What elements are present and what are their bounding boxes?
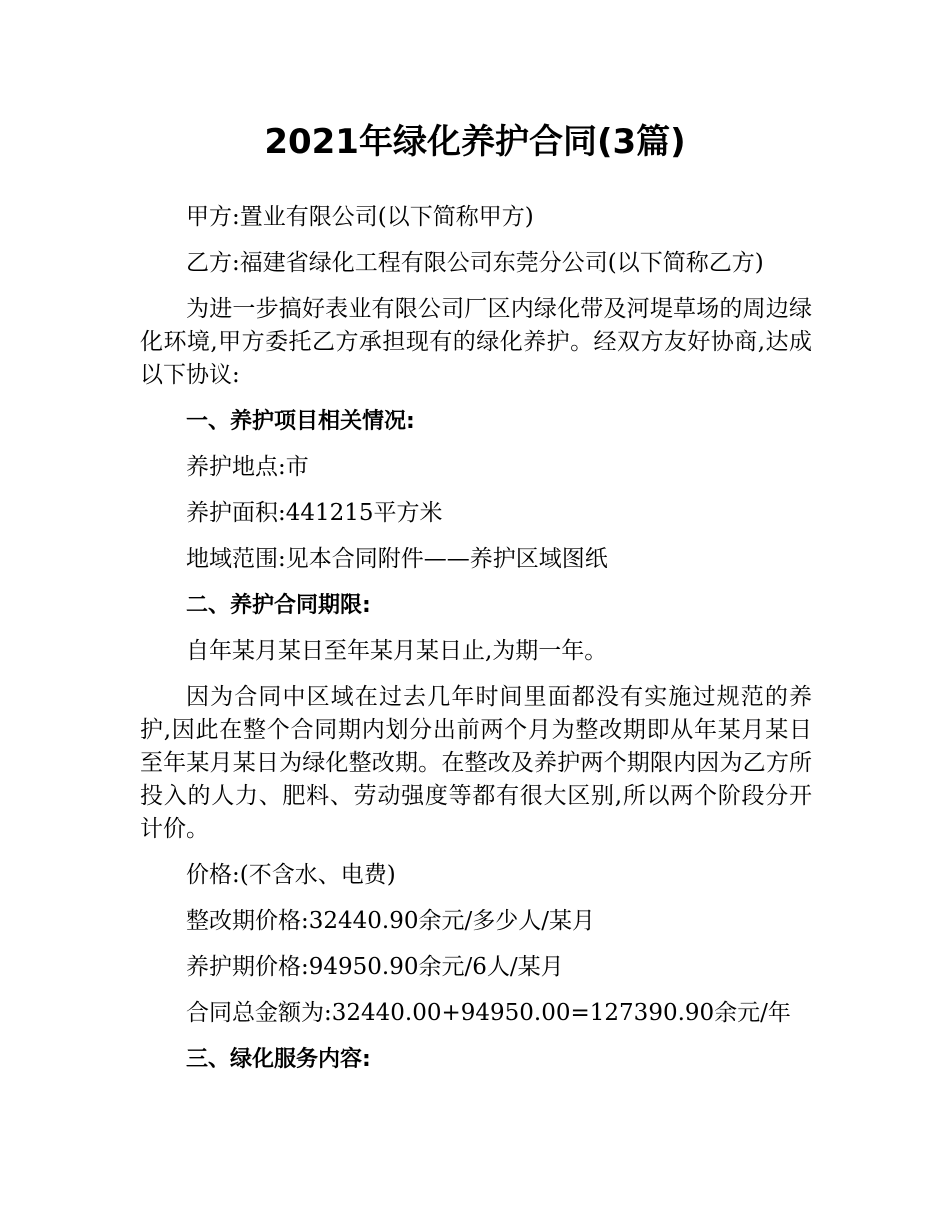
period-paragraph: 自年某月某日至年某月某日止,为期一年。 [186,638,608,664]
document-body [140,201,812,1089]
location-paragraph: 养护地点:市 [186,454,309,480]
price-note-paragraph: 价格:(不含水、电费) [186,862,396,888]
section-3-heading: 三、绿化服务内容: [186,1047,371,1072]
period-detail-paragraph: 因为合同中区域在过去几年时间里面都没有实施过规范的养护,因此在整个合同期内划分出前两个月为整改期即从年某月某日至年某月某日为绿化整改期。在整改及养护两个期限内因为乙方所投入的人力、肥料、劳动强度等都有很大区别,所以两个阶段分开计价。 [140,684,812,842]
document-title: 2021年绿化养护合同(3篇) [264,122,686,162]
section-2-heading: 二、养护合同期限: [186,593,371,618]
rectification-price-paragraph: 整改期价格:32440.90余元/多少人/某月 [186,908,595,934]
maintenance-price-paragraph: 养护期价格:94950.90余元/6人/某月 [186,954,564,980]
intro-paragraph: 为进一步搞好表业有限公司厂区内绿化带及河堤草场的周边绿化环境,甲方委托乙方承担现有的绿化养护。经双方友好协商,达成以下协议: [140,296,812,388]
scope-paragraph: 地域范围:见本合同附件——养护区域图纸 [186,546,608,572]
section-1-heading: 一、养护项目相关情况: [186,409,415,434]
area-paragraph: 养护面积:441215平方米 [186,500,443,526]
total-amount-paragraph: 合同总金额为:32440.00+94950.00=127390.90余元/年 [186,1000,791,1026]
party-a-paragraph: 甲方:置业有限公司(以下简称甲方) [186,204,534,230]
party-b-paragraph: 乙方:福建省绿化工程有限公司东莞分公司(以下简称乙方) [186,250,764,276]
